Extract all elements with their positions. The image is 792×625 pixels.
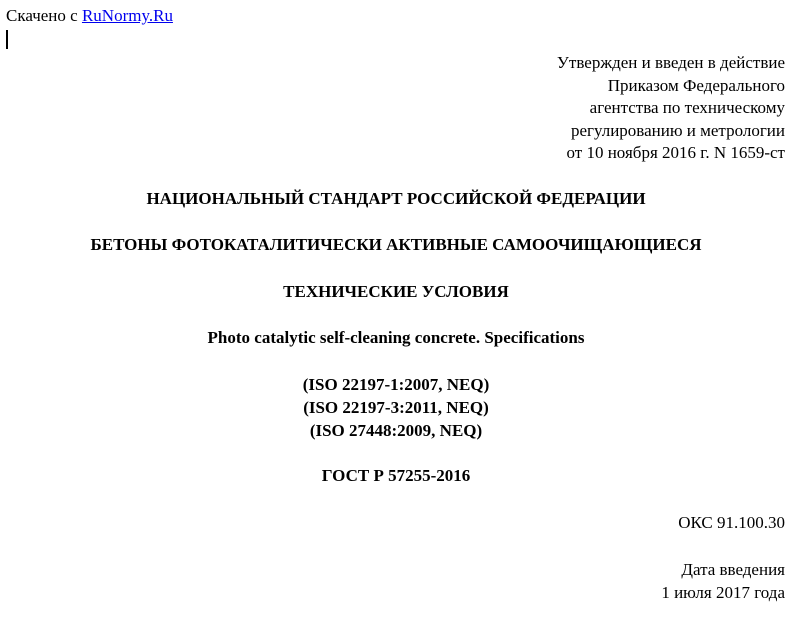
- source-prefix: Скачено с: [6, 6, 82, 25]
- iso-references: [0, 373, 792, 442]
- iso-reference: (ISO 22197-1:2007, NEQ): [302, 375, 490, 394]
- introduction-date: 1 июля 2017 года: [661, 583, 785, 602]
- iso-reference: (ISO 22197-3:2011, NEQ): [303, 398, 489, 417]
- standard-designation: ГОСТ Р 57255-2016: [321, 466, 471, 485]
- english-title: Photo catalytic self-cleaning concrete. Specifications: [207, 328, 585, 347]
- text-cursor: [6, 30, 8, 49]
- approval-line: Приказом Федерального: [607, 75, 785, 95]
- approval-line: регулированию и метрологии: [570, 120, 785, 140]
- approval-line: агентства по техническому: [589, 98, 785, 117]
- introduction-date-block: [661, 558, 785, 604]
- document-subtitle: ТЕХНИЧЕСКИЕ УСЛОВИЯ: [283, 282, 509, 301]
- source-link[interactable]: RuNormy.Ru: [81, 6, 173, 25]
- approval-line: от 10 ноября 2016 г. N 1659-ст: [566, 143, 785, 162]
- source-line: [6, 6, 173, 26]
- standard-type-heading: НАЦИОНАЛЬНЫЙ СТАНДАРТ РОССИЙСКОЙ ФЕДЕРАЦИИ: [146, 189, 646, 208]
- introduction-label: Дата введения: [681, 560, 785, 579]
- approval-block: [557, 52, 785, 165]
- document-title: БЕТОНЫ ФОТОКАТАЛИТИЧЕСКИ АКТИВНЫЕ САМООЧИЩАЮЩИЕСЯ: [90, 235, 702, 254]
- oks-code: ОКС 91.100.30: [678, 513, 785, 532]
- approval-line: Утвержден и введен в действие: [556, 53, 785, 72]
- iso-reference: (ISO 27448:2009, NEQ): [309, 421, 483, 440]
